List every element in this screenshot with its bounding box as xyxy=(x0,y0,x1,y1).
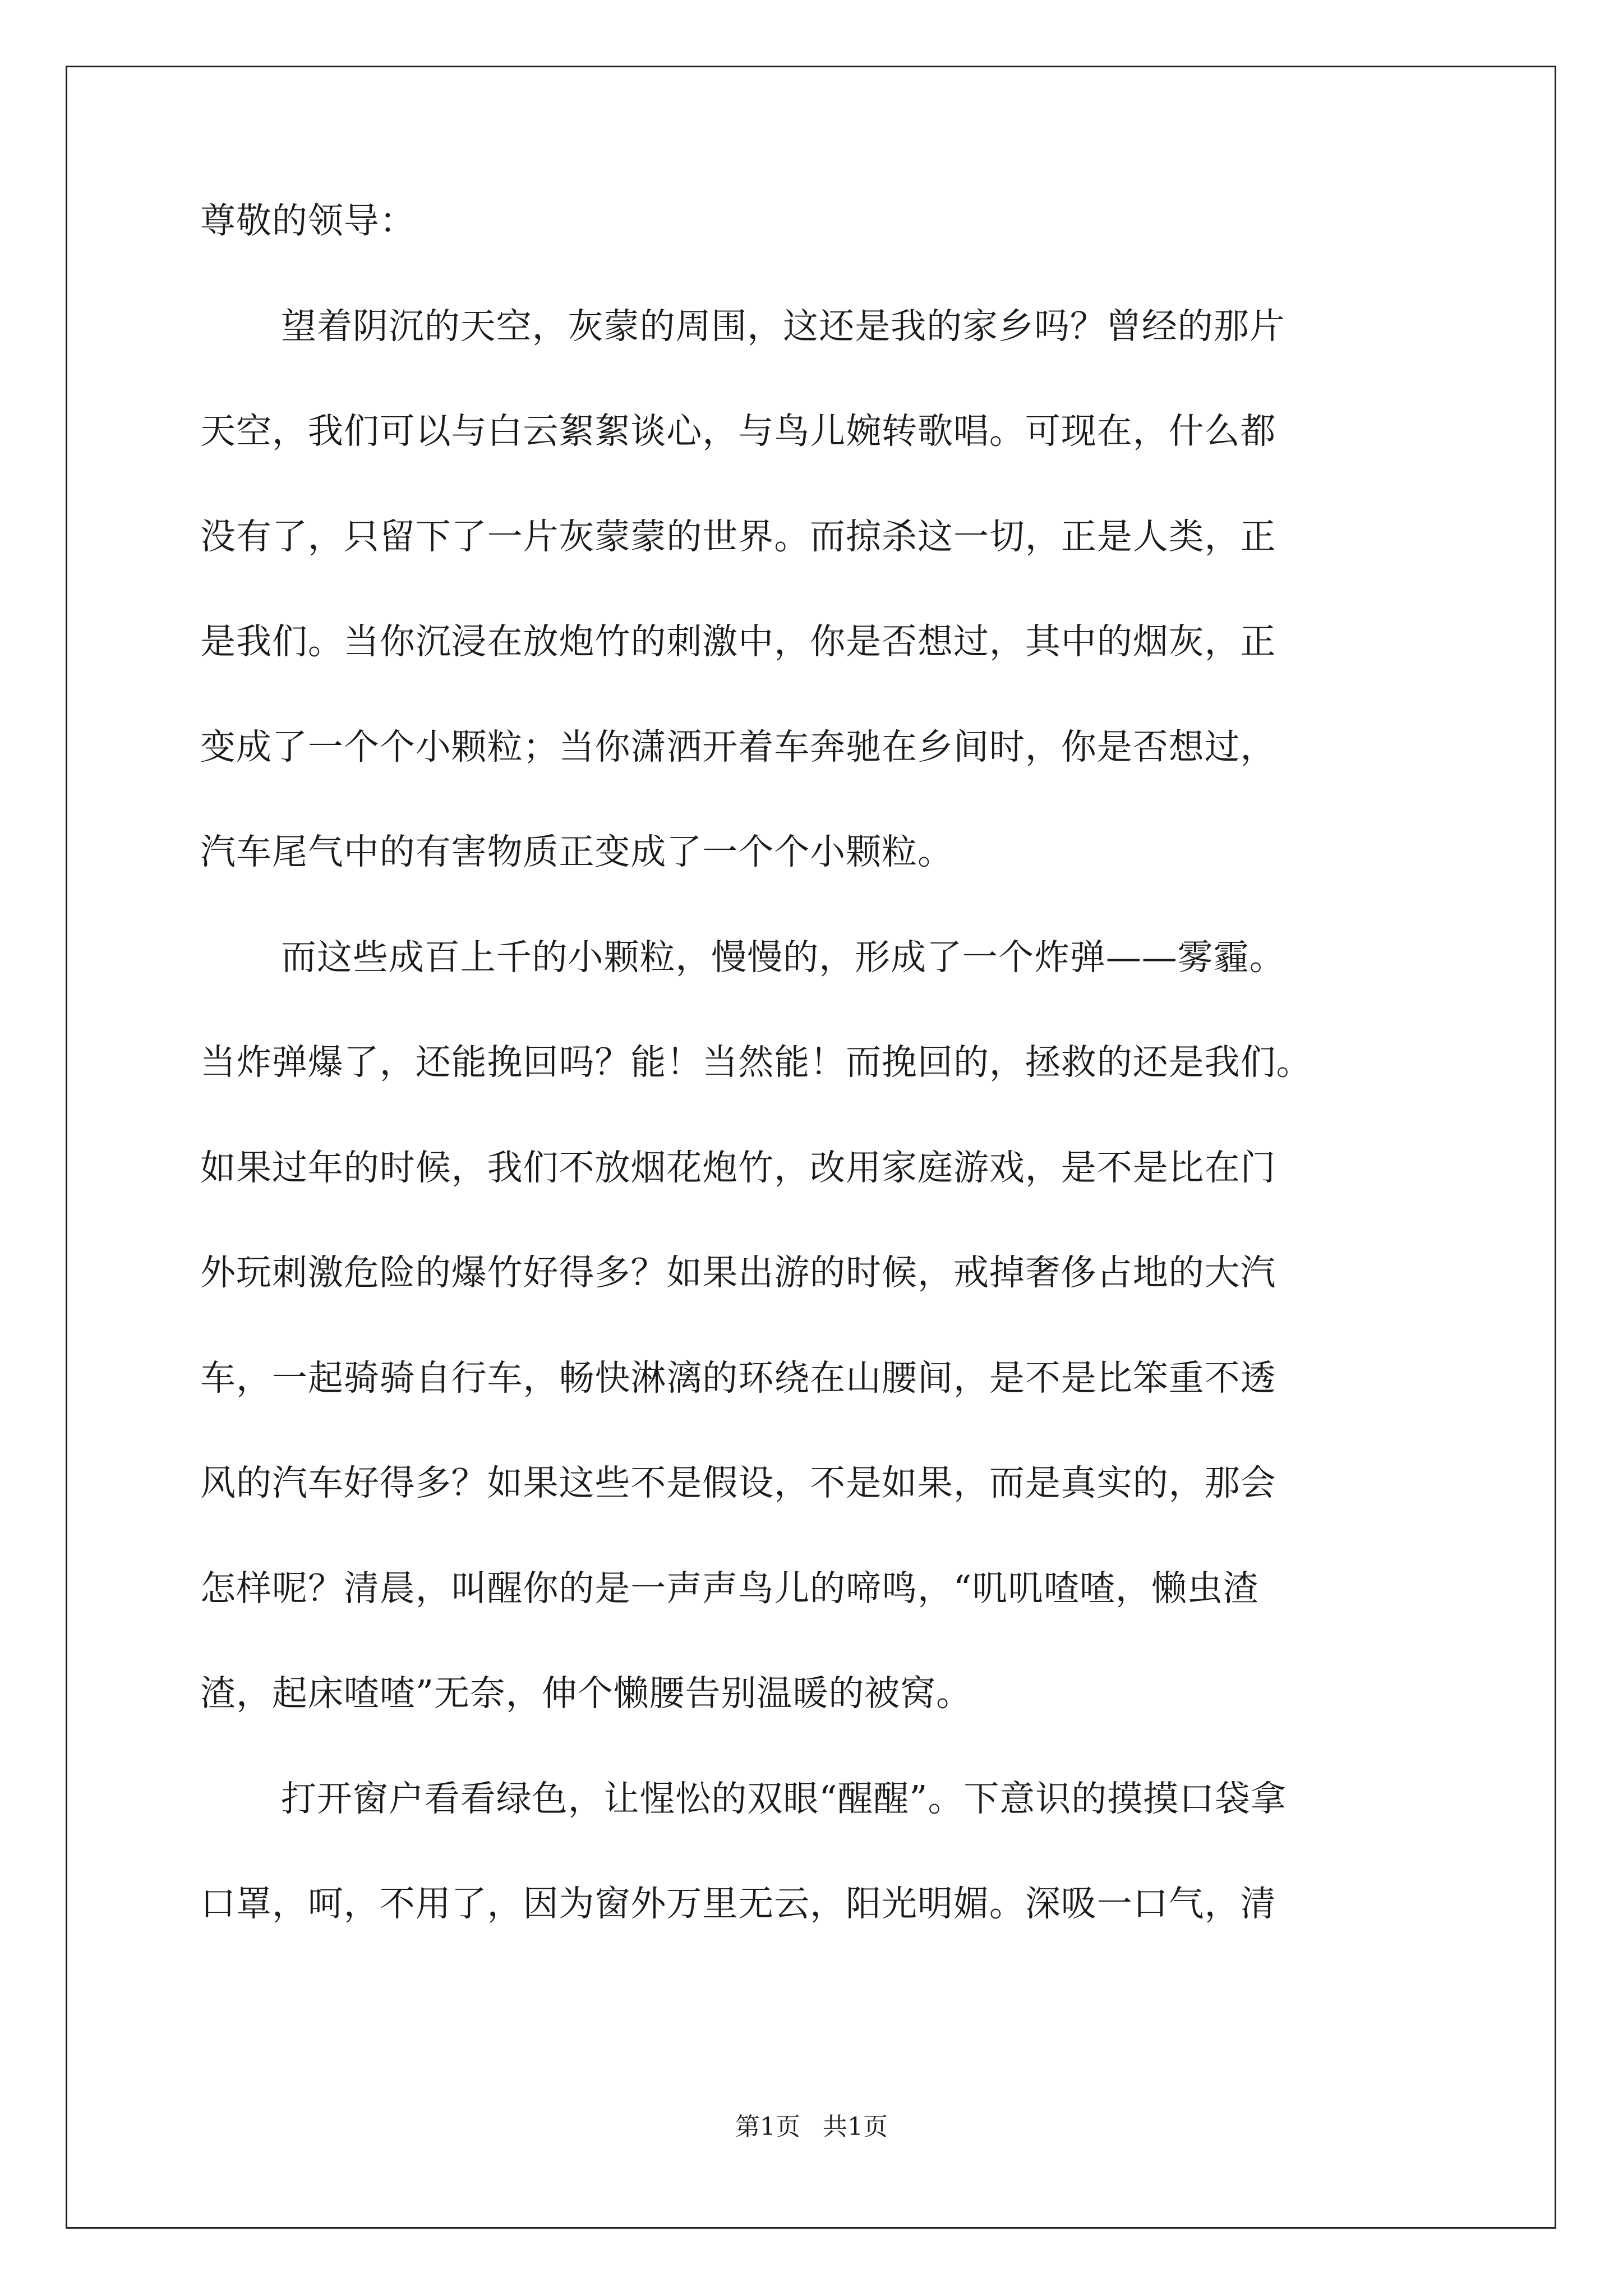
body-text-line: 车，一起骑骑自行车，畅快淋漓的环绕在山腰间，是不是比笨重不透 xyxy=(200,1357,1276,1398)
page-total: 共1页 xyxy=(823,2113,888,2141)
body-text-line: 汽车尾气中的有害物质正变成了一个个小颗粒。 xyxy=(200,831,953,872)
document-body xyxy=(200,200,1434,1991)
page-number: 第1页 xyxy=(735,2113,800,2141)
body-text-line: 怎样呢？清晨，叫醒你的是一声声鸟儿的啼鸣，“叽叽喳喳，懒虫渣 xyxy=(200,1567,1259,1609)
body-text-line: 是我们。当你沉浸在放炮竹的刺激中，你是否想过，其中的烟灰，正 xyxy=(200,621,1276,662)
body-text-line: 变成了一个个小颗粒；当你潇洒开着车奔驰在乡间时，你是否想过， xyxy=(200,726,1276,767)
body-text-line: 打开窗户看看绿色，让惺忪的双眼“醒醒”。下意识的摸摸口袋拿 xyxy=(281,1778,1287,1819)
body-text-line: 望着阴沉的天空，灰蒙的周围，这还是我的家乡吗？曾经的那片 xyxy=(281,305,1285,347)
body-text-line: 天空，我们可以与白云絮絮谈心，与鸟儿婉转歌唱。可现在，什么都 xyxy=(200,411,1276,452)
salutation: 尊敬的领导： xyxy=(200,200,416,241)
body-text-line: 外玩刺激危险的爆竹好得多？如果出游的时候，戒掉奢侈占地的大汽 xyxy=(200,1252,1276,1293)
body-text-line: 没有了，只留下了一片灰蒙蒙的世界。而掠杀这一切，正是人类，正 xyxy=(200,516,1276,557)
body-text-line: 渣，起床喳喳”无奈，伸个懒腰告别温暖的被窝。 xyxy=(200,1673,972,1714)
body-text-line: 当炸弹爆了，还能挽回吗？能！当然能！而挽回的，拯救的还是我们。 xyxy=(200,1042,1312,1083)
page-footer xyxy=(0,2115,1623,2139)
body-text-line: 风的汽车好得多？如果这些不是假设，不是如果，而是真实的，那会 xyxy=(200,1462,1276,1503)
body-text-line: 口罩，呵，不用了，因为窗外万里无云，阳光明媚。深吸一口气，清 xyxy=(200,1883,1276,1924)
body-text-line: 如果过年的时候，我们不放烟花炮竹，改用家庭游戏，是不是比在门 xyxy=(200,1147,1276,1188)
body-text-line: 而这些成百上千的小颗粒，慢慢的，形成了一个炸弹——雾霾。 xyxy=(281,936,1285,978)
